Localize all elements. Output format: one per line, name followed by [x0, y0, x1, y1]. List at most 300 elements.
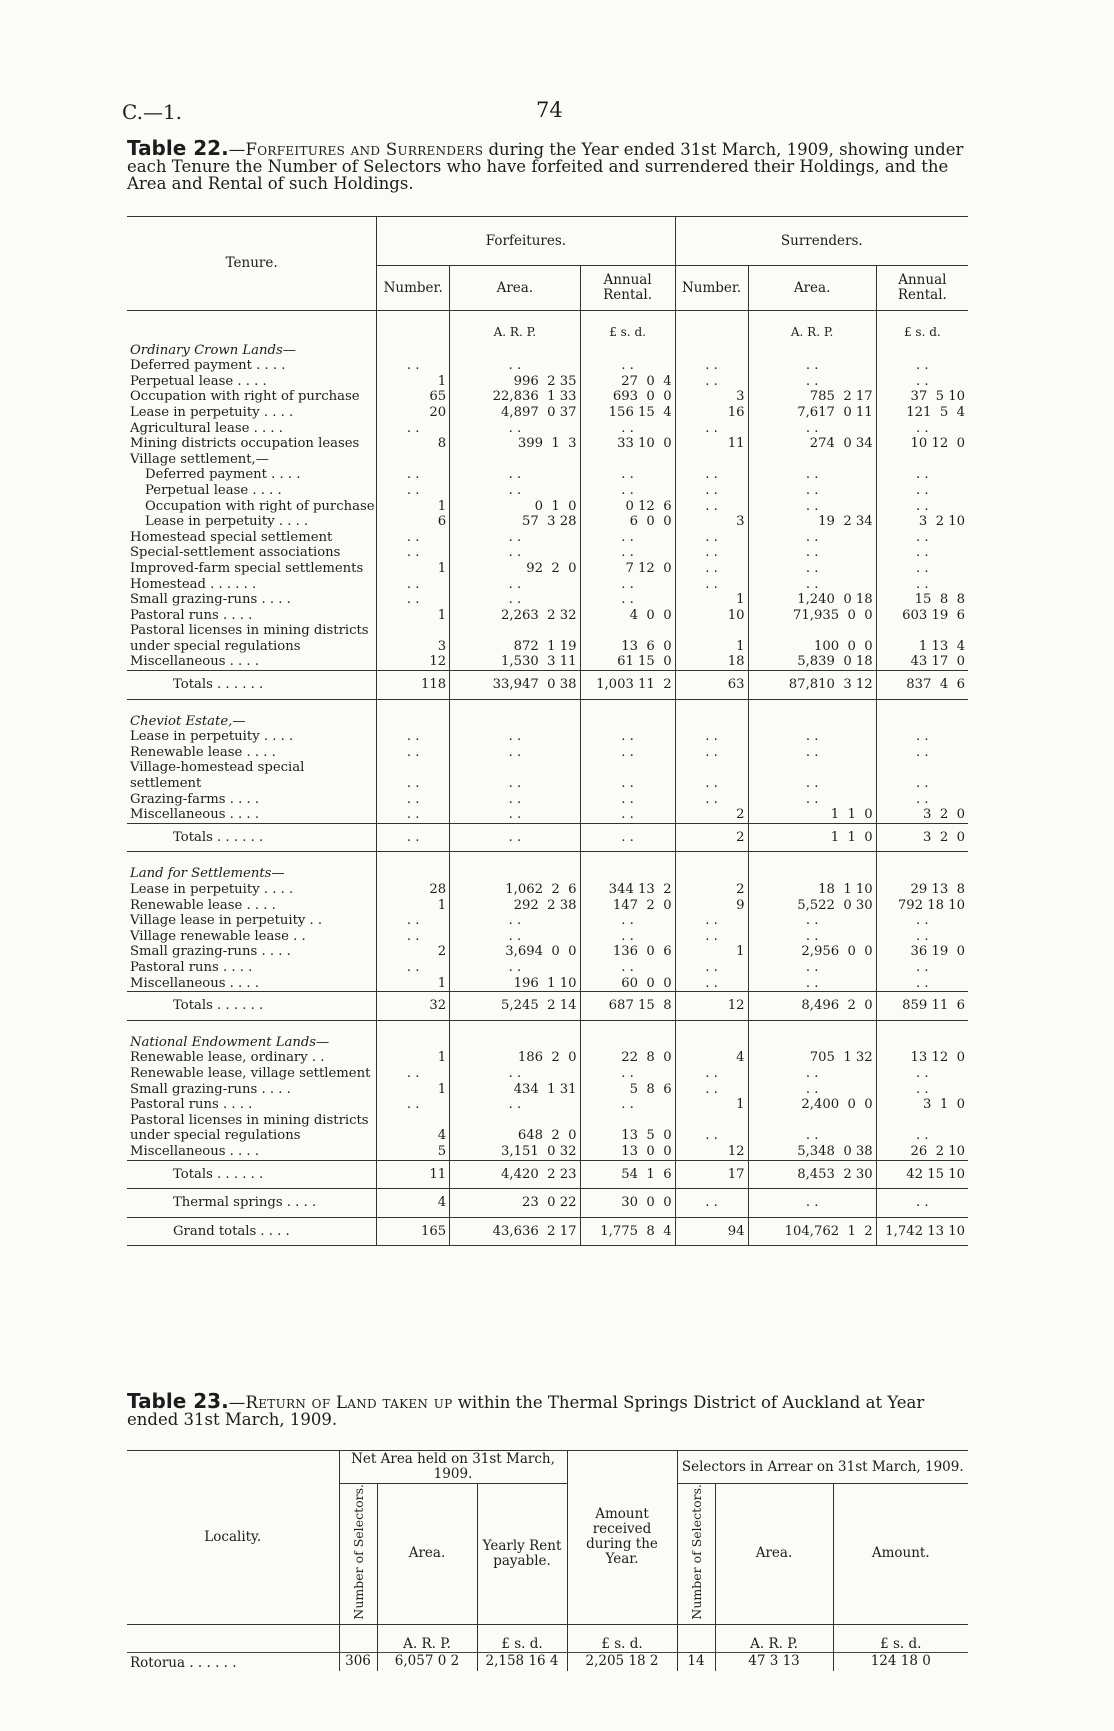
header-forfeit-number: Number.	[377, 266, 450, 311]
surrender-rental-cell: . .	[876, 729, 968, 745]
surrender-area-cell: 5,348 0 38	[748, 1144, 876, 1160]
spacer-row	[127, 852, 968, 865]
table-row	[127, 976, 968, 992]
page-number: 74	[536, 98, 563, 122]
totals-row	[127, 1217, 968, 1246]
surrender-area-cell: 1 1 0	[748, 807, 876, 823]
surrender-rental-cell: . .	[876, 421, 968, 437]
table-row	[127, 1113, 968, 1144]
tenure-label: Special-settlement associations	[130, 545, 341, 561]
surrender-area-cell: 18 1 10	[748, 882, 876, 898]
forfeit-rental-cell: . .	[580, 530, 675, 546]
surrender-rental-cell: . .	[876, 545, 968, 561]
header-surrenders: Surrenders.	[675, 217, 968, 266]
report-code: C.—1.	[122, 100, 183, 124]
surrender-area-cell: . .	[748, 1113, 876, 1144]
table-row	[127, 421, 968, 437]
table-22-body	[127, 341, 968, 1246]
forfeit-number-cell: 3	[377, 623, 450, 654]
surrender-rental-cell: 121 5 4	[876, 405, 968, 421]
forfeit-number-cell: 6	[377, 514, 450, 530]
surrender-number-cell: . .	[675, 792, 748, 808]
forfeit-rental-cell: . .	[580, 929, 675, 945]
forfeit-area-cell: 2,263 2 32	[450, 608, 580, 624]
forfeit-rental-cell: . .	[580, 760, 675, 791]
forfeit-rental-cell	[580, 864, 675, 882]
table-row	[127, 760, 968, 791]
table-row	[127, 436, 968, 452]
surrender-area-cell: . .	[748, 1082, 876, 1098]
surrender-area-cell: 100 0 0	[748, 623, 876, 654]
surrender-rental-cell: 10 12 0	[876, 436, 968, 452]
forfeit-number-cell: . .	[377, 807, 450, 823]
surrender-area-cell: 2,400 0 0	[748, 1097, 876, 1113]
surrender-number-cell: . .	[675, 929, 748, 945]
tenure-label: Totals . . . . . .	[127, 671, 377, 700]
surrender-rental-cell: . .	[876, 467, 968, 483]
forfeit-number-cell: 1	[377, 1050, 450, 1066]
tenure-label: Totals . . . . . .	[127, 992, 377, 1021]
surrender-number-cell: . .	[675, 545, 748, 561]
tenure-label: Renewable lease . . . .	[130, 897, 276, 913]
surrender-number-cell: 11	[675, 436, 748, 452]
forfeit-rental-cell: 33 10 0	[580, 436, 675, 452]
surrender-area-cell	[748, 712, 876, 730]
tenure-label: Miscellaneous . . . .	[130, 975, 260, 991]
surrender-number-cell	[675, 452, 748, 468]
unit-money: £ s. d.	[567, 1624, 677, 1652]
surrender-rental-cell: 29 13 8	[876, 882, 968, 898]
surrender-number-cell: . .	[675, 760, 748, 791]
surrender-rental-cell: 37 5 10	[876, 389, 968, 405]
forfeit-area-cell: . .	[450, 467, 580, 483]
totals-row	[127, 1160, 968, 1189]
surrender-rental-cell: . .	[876, 374, 968, 390]
surrender-rental-cell: 837 4 6	[876, 671, 968, 700]
surrender-area-cell: 785 2 17	[748, 389, 876, 405]
surrender-area-cell: . .	[748, 561, 876, 577]
surrender-number-cell: 16	[675, 405, 748, 421]
table-row	[127, 561, 968, 577]
forfeit-area-cell: 92 2 0	[450, 561, 580, 577]
tenure-label: Small grazing-runs . . . .	[130, 1081, 291, 1097]
forfeit-area-cell: 872 1 19	[450, 623, 580, 654]
locality-cell: Rotorua . . . . . .	[130, 1654, 237, 1671]
arrear-area-cell: 47 3 13	[715, 1652, 833, 1671]
forfeit-area-cell: . .	[450, 421, 580, 437]
forfeit-area-cell	[450, 712, 580, 730]
table-row	[127, 882, 968, 898]
forfeit-rental-cell: 687 15 8	[580, 992, 675, 1021]
forfeit-rental-cell: 0 12 6	[580, 499, 675, 515]
forfeit-number-cell: 5	[377, 1144, 450, 1160]
tenure-label: Lease in perpetuity . . . .	[145, 514, 309, 530]
tenure-label: Lease in perpetuity . . . .	[130, 882, 294, 897]
unit-area: A. R. P.	[450, 311, 580, 341]
forfeit-rental-cell: 6 0 0	[580, 514, 675, 530]
forfeit-rental-cell: 61 15 0	[580, 654, 675, 670]
surrender-area-cell: . .	[748, 729, 876, 745]
forfeit-area-cell: . .	[450, 545, 580, 561]
forfeit-number-cell: 1	[377, 499, 450, 515]
forfeit-rental-cell: . .	[580, 467, 675, 483]
forfeit-number-cell: 28	[377, 882, 450, 898]
forfeit-number-cell: 1	[377, 1082, 450, 1098]
surrender-rental-cell: 13 12 0	[876, 1050, 968, 1066]
header-area: Area.	[377, 1484, 477, 1625]
forfeit-number-cell: . .	[377, 358, 450, 374]
table-row	[127, 530, 968, 546]
tenure-label: Lease in perpetuity . . . .	[130, 404, 294, 420]
forfeit-area-cell: . .	[450, 530, 580, 546]
forfeit-area-cell: 4,420 2 23	[450, 1160, 580, 1189]
forfeit-area-cell: . .	[450, 823, 580, 852]
header-arrear-amount: Amount.	[833, 1484, 968, 1625]
surrender-number-cell	[675, 341, 748, 359]
forfeit-area-cell: . .	[450, 358, 580, 374]
forfeit-area-cell: 1,530 3 11	[450, 654, 580, 670]
surrender-rental-cell	[876, 341, 968, 359]
surrender-number-cell	[675, 712, 748, 730]
forfeit-number-cell: . .	[377, 823, 450, 852]
forfeit-number-cell	[377, 1033, 450, 1051]
header-arrear: Selectors in Arrear on 31st March, 1909.	[677, 1451, 968, 1484]
surrender-area-cell: 274 0 34	[748, 436, 876, 452]
surrender-number-cell: 12	[675, 1144, 748, 1160]
section-row	[127, 864, 968, 882]
tenure-label: Renewable lease, ordinary . .	[130, 1050, 325, 1066]
table-row	[127, 389, 968, 405]
surrender-rental-cell: . .	[876, 1189, 968, 1218]
surrender-number-cell: 10	[675, 608, 748, 624]
surrender-rental-cell: . .	[876, 760, 968, 791]
surrender-area-cell: . .	[748, 1189, 876, 1218]
surrender-rental-cell: 1,742 13 10	[876, 1217, 968, 1246]
forfeit-number-cell: . .	[377, 929, 450, 945]
surrender-area-cell: . .	[748, 1066, 876, 1082]
forfeit-area-cell: 57 3 28	[450, 514, 580, 530]
forfeit-area-cell: 43,636 2 17	[450, 1217, 580, 1246]
table-22-caption	[127, 136, 967, 193]
table-row	[127, 452, 968, 468]
unit-area: A. R. P.	[377, 1624, 477, 1652]
table-row	[127, 623, 968, 654]
table-row	[127, 499, 968, 515]
surrender-area-cell: 705 1 32	[748, 1050, 876, 1066]
forfeit-number-cell	[377, 452, 450, 468]
forfeit-number-cell: 32	[377, 992, 450, 1021]
forfeit-rental-cell: 1,003 11 2	[580, 671, 675, 700]
tenure-label: Perpetual lease . . . .	[145, 482, 282, 498]
surrender-number-cell: . .	[675, 976, 748, 992]
tenure-label: Miscellaneous . . . .	[130, 654, 260, 670]
forfeit-number-cell: . .	[377, 729, 450, 745]
forfeit-rental-cell: . .	[580, 792, 675, 808]
forfeit-number-cell: 1	[377, 608, 450, 624]
surrender-number-cell: . .	[675, 1113, 748, 1144]
tenure-label: Cheviot Estate,—	[130, 713, 246, 729]
surrender-rental-cell: . .	[876, 960, 968, 976]
table-row	[127, 608, 968, 624]
table-row	[127, 374, 968, 390]
forfeit-number-cell: 11	[377, 1160, 450, 1189]
forfeit-area-cell: 434 1 31	[450, 1082, 580, 1098]
surrender-area-cell: 5,522 0 30	[748, 898, 876, 914]
totals-row	[127, 992, 968, 1021]
totals-row	[127, 1189, 968, 1218]
surrender-area-cell	[748, 341, 876, 359]
tenure-label: Pastoral licenses in mining districts under special regulations	[130, 1112, 369, 1144]
surrender-number-cell: . .	[675, 467, 748, 483]
surrender-area-cell: . .	[748, 499, 876, 515]
surrender-number-cell: . .	[675, 729, 748, 745]
surrender-number-cell: 1	[675, 623, 748, 654]
surrender-rental-cell: . .	[876, 561, 968, 577]
forfeit-rental-cell: . .	[580, 592, 675, 608]
forfeit-rental-cell: . .	[580, 823, 675, 852]
table-row	[127, 405, 968, 421]
tenure-label: Totals . . . . . .	[127, 823, 377, 852]
surrender-rental-cell: 15 8 8	[876, 592, 968, 608]
surrender-number-cell: 94	[675, 1217, 748, 1246]
surrender-number-cell	[675, 1033, 748, 1051]
table-row	[127, 577, 968, 593]
header-amount-received: Amount received during the Year.	[567, 1451, 677, 1625]
tenure-label: Village-homestead special settlement	[130, 760, 305, 792]
forfeit-rental-cell: 30 0 0	[580, 1189, 675, 1218]
tenure-label: Homestead special settlement	[130, 529, 333, 545]
forfeit-rental-cell: . .	[580, 1097, 675, 1113]
forfeit-area-cell: 186 2 0	[450, 1050, 580, 1066]
forfeit-area-cell: . .	[450, 592, 580, 608]
forfeit-rental-cell: 7 12 0	[580, 561, 675, 577]
tenure-label: Lease in perpetuity . . . .	[130, 729, 294, 745]
surrender-area-cell: . .	[748, 792, 876, 808]
totals-row	[127, 671, 968, 700]
forfeit-number-cell: 118	[377, 671, 450, 700]
surrender-number-cell: 3	[675, 514, 748, 530]
tenure-label: Improved-farm special settlements	[130, 560, 364, 576]
forfeit-number-cell: . .	[377, 545, 450, 561]
unit-rental: £ s. d.	[876, 311, 968, 341]
forfeit-area-cell: . .	[450, 483, 580, 499]
forfeit-area-cell: 0 1 0	[450, 499, 580, 515]
forfeit-rental-cell: 22 8 0	[580, 1050, 675, 1066]
forfeit-number-cell: 12	[377, 654, 450, 670]
surrender-rental-cell	[876, 1033, 968, 1051]
surrender-rental-cell: . .	[876, 358, 968, 374]
table-row	[127, 1066, 968, 1082]
section-row	[127, 712, 968, 730]
forfeit-rental-cell: 4 0 0	[580, 608, 675, 624]
tenure-label: National Endowment Lands—	[130, 1034, 330, 1050]
forfeit-number-cell: 2	[377, 944, 450, 960]
forfeit-rental-cell: 147 2 0	[580, 898, 675, 914]
forfeit-number-cell: 65	[377, 389, 450, 405]
forfeit-rental-cell: . .	[580, 960, 675, 976]
header-locality: Locality.	[127, 1451, 339, 1625]
surrender-number-cell: 2	[675, 807, 748, 823]
forfeit-rental-cell: 136 0 6	[580, 944, 675, 960]
forfeit-area-cell: . .	[450, 960, 580, 976]
forfeit-number-cell: . .	[377, 760, 450, 791]
surrender-rental-cell: . .	[876, 530, 968, 546]
table-row	[127, 514, 968, 530]
forfeit-number-cell: 1	[377, 976, 450, 992]
forfeit-rental-cell: . .	[580, 913, 675, 929]
surrender-number-cell: 12	[675, 992, 748, 1021]
unit-money: £ s. d.	[477, 1624, 567, 1652]
surrender-rental-cell: 26 2 10	[876, 1144, 968, 1160]
surrender-number-cell: . .	[675, 577, 748, 593]
header-arrear-selectors: Number of Selectors.	[688, 1484, 704, 1620]
surrender-rental-cell: . .	[876, 745, 968, 761]
forfeit-number-cell: 1	[377, 561, 450, 577]
surrender-number-cell: . .	[675, 913, 748, 929]
forfeit-rental-cell: . .	[580, 807, 675, 823]
forfeit-number-cell: 4	[377, 1113, 450, 1144]
surrender-number-cell: . .	[675, 358, 748, 374]
forfeit-rental-cell	[580, 1033, 675, 1051]
tenure-label: Deferred payment . . . .	[145, 467, 301, 483]
forfeit-area-cell: . .	[450, 1066, 580, 1082]
surrender-area-cell: 7,617 0 11	[748, 405, 876, 421]
forfeit-area-cell: . .	[450, 745, 580, 761]
header-surrender-number: Number.	[675, 266, 748, 311]
surrender-rental-cell: 42 15 10	[876, 1160, 968, 1189]
forfeit-number-cell: 1	[377, 374, 450, 390]
header-surrender-rental: Annual Rental.	[876, 266, 968, 311]
forfeit-number-cell: . .	[377, 483, 450, 499]
forfeit-area-cell: . .	[450, 577, 580, 593]
forfeit-rental-cell: 156 15 4	[580, 405, 675, 421]
tenure-label: Village settlement,—	[130, 451, 269, 467]
surrender-area-cell: . .	[748, 577, 876, 593]
surrender-area-cell: . .	[748, 760, 876, 791]
surrender-number-cell: . .	[675, 1189, 748, 1218]
surrender-rental-cell: . .	[876, 976, 968, 992]
forfeit-area-cell: 23 0 22	[450, 1189, 580, 1218]
forfeit-rental-cell: 1,775 8 4	[580, 1217, 675, 1246]
surrender-number-cell: . .	[675, 1066, 748, 1082]
table-row	[127, 592, 968, 608]
surrender-rental-cell: 603 19 6	[876, 608, 968, 624]
surrender-rental-cell: . .	[876, 483, 968, 499]
header-net-area: Net Area held on 31st March, 1909.	[339, 1451, 567, 1484]
surrender-rental-cell: 36 19 0	[876, 944, 968, 960]
rent-cell: 2,158 16 4	[477, 1652, 567, 1671]
totals-row	[127, 823, 968, 852]
table-row	[127, 654, 968, 670]
tenure-label: Village lease in perpetuity . .	[130, 913, 323, 929]
table-row	[127, 1144, 968, 1160]
surrender-number-cell: . .	[675, 745, 748, 761]
received-cell: 2,205 18 2	[567, 1652, 677, 1671]
table-row	[127, 1082, 968, 1098]
tenure-label: Miscellaneous . . . .	[130, 807, 260, 823]
tenure-label: Village renewable lease . .	[130, 928, 306, 944]
surrender-number-cell: 9	[675, 898, 748, 914]
table-22	[127, 216, 968, 1246]
forfeit-area-cell	[450, 452, 580, 468]
surrender-rental-cell: 792 18 10	[876, 898, 968, 914]
header-forfeit-area: Area.	[450, 266, 580, 311]
surrender-number-cell: . .	[675, 561, 748, 577]
forfeit-number-cell: . .	[377, 792, 450, 808]
surrender-area-cell	[748, 452, 876, 468]
surrender-area-cell: . .	[748, 929, 876, 945]
surrender-number-cell	[675, 864, 748, 882]
tenure-label: Renewable lease . . . .	[130, 744, 276, 760]
surrender-number-cell: 1	[675, 1097, 748, 1113]
surrender-number-cell: . .	[675, 499, 748, 515]
table-row	[127, 745, 968, 761]
forfeit-rental-cell: . .	[580, 729, 675, 745]
surrender-number-cell: 1	[675, 592, 748, 608]
header-yearly-rent: Yearly Rent payable.	[477, 1484, 567, 1625]
tenure-label: Thermal springs . . . .	[127, 1189, 377, 1218]
header-forfeit-rental: Annual Rental.	[580, 266, 675, 311]
tenure-label: Homestead . . . . . .	[130, 576, 257, 592]
table-row	[127, 1050, 968, 1066]
forfeit-area-cell: . .	[450, 760, 580, 791]
forfeit-area-cell: 196 1 10	[450, 976, 580, 992]
surrender-area-cell: . .	[748, 358, 876, 374]
surrender-area-cell: 8,453 2 30	[748, 1160, 876, 1189]
forfeit-area-cell: 292 2 38	[450, 898, 580, 914]
table-23-title-text: within the Thermal Springs District of Auckland at Year ended 31st March, 1909.	[127, 1393, 925, 1429]
table-22-title-heading: —Forfeitures and Surrenders	[228, 140, 484, 159]
area-cell: 6,057 0 2	[377, 1652, 477, 1671]
surrender-number-cell: . .	[675, 960, 748, 976]
table-row	[127, 792, 968, 808]
forfeit-area-cell: . .	[450, 913, 580, 929]
surrender-number-cell: . .	[675, 483, 748, 499]
forfeit-rental-cell: 13 5 0	[580, 1113, 675, 1144]
forfeit-rental-cell: . .	[580, 483, 675, 499]
table-23-number: Table 23.	[127, 1389, 229, 1413]
forfeit-number-cell: 4	[377, 1189, 450, 1218]
surrender-area-cell	[748, 864, 876, 882]
forfeit-rental-cell: . .	[580, 421, 675, 437]
tenure-label: Occupation with right of purchase	[130, 389, 360, 405]
forfeit-number-cell: . .	[377, 592, 450, 608]
forfeit-rental-cell: 13 0 0	[580, 1144, 675, 1160]
bottom-rule	[127, 1652, 968, 1653]
surrender-area-cell	[748, 1033, 876, 1051]
spacer-row	[127, 699, 968, 712]
tenure-label: Grand totals . . . .	[127, 1217, 377, 1246]
table-row	[127, 898, 968, 914]
forfeit-number-cell: . .	[377, 577, 450, 593]
arrear-selectors-cell: 14	[677, 1652, 715, 1671]
table-row	[127, 960, 968, 976]
forfeit-rental-cell: . .	[580, 745, 675, 761]
surrender-rental-cell	[876, 864, 968, 882]
unit-money: £ s. d.	[833, 1624, 968, 1652]
surrender-rental-cell: 1 13 4	[876, 623, 968, 654]
surrender-area-cell: . .	[748, 745, 876, 761]
forfeit-number-cell: 20	[377, 405, 450, 421]
table-row	[127, 729, 968, 745]
surrender-number-cell: . .	[675, 421, 748, 437]
surrender-rental-cell	[876, 452, 968, 468]
table-row	[127, 1097, 968, 1113]
forfeit-area-cell: 22,836 1 33	[450, 389, 580, 405]
forfeit-area-cell: . .	[450, 929, 580, 945]
surrender-rental-cell: . .	[876, 792, 968, 808]
tenure-label: Pastoral runs . . . .	[130, 959, 253, 975]
